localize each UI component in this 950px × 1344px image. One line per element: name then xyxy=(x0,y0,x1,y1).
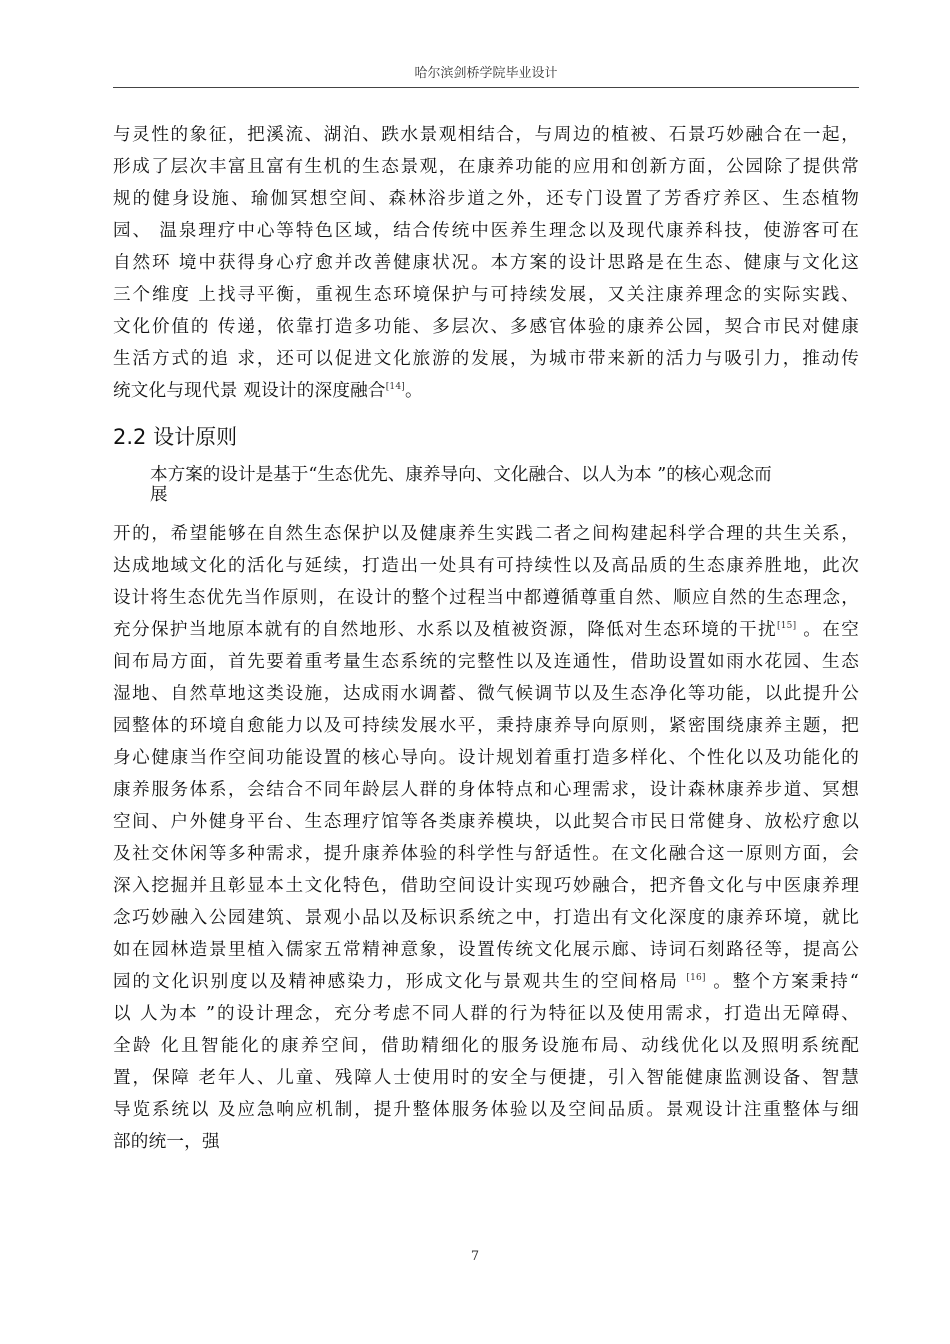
line-text: 充分保护当地原本就有的自然地形、水系以及植被资源，降低对生态环境的干扰 xyxy=(113,620,777,640)
line-text: 念巧妙融入公园建筑、景观小品以及标识系统之中，打造出有文化深度的康养环境，就比 xyxy=(113,908,859,928)
text-line xyxy=(113,1098,859,1122)
text-line xyxy=(113,906,859,930)
citation-14[interactable]: [14] xyxy=(385,382,405,392)
text-line xyxy=(113,746,859,770)
line-text: 设计将生态优先当作原则，在设计的整个过程当中都遵循尊重自然、顺应自然的生态理念， xyxy=(113,588,859,608)
section-heading: 2.2 设计原则 xyxy=(113,425,238,449)
line-text: 园的文化识别度以及精神感染力，形成文化与景观共生的空间格局 xyxy=(113,972,687,992)
text-line xyxy=(113,1066,859,1090)
text-line: 园、 温泉理疗中心等特色区域，结合传统中医养生理念以及现代康养科技，使游客可在 xyxy=(113,221,859,241)
text-line xyxy=(113,586,859,610)
line-text: 空间、户外健身平台、生态理疗馆等各类康养模块，以此契合市民日常健身、放松疗愈以 xyxy=(113,812,859,832)
text-line xyxy=(113,618,859,642)
text-line xyxy=(113,554,859,578)
text-line xyxy=(113,1130,859,1154)
page-number: 7 xyxy=(470,1249,480,1264)
text-line xyxy=(113,970,859,994)
text-line: 与灵性的象征，把溪流、湖泊、跌水景观相结合，与周边的植被、石景巧妙融合在一起， xyxy=(113,125,859,145)
line-text: 深入挖掘并且彰显本土文化特色，借助空间设计实现巧妙融合，把齐鲁文化与中医康养理 xyxy=(113,876,859,896)
text-line xyxy=(113,650,859,674)
header-rule xyxy=(113,87,859,88)
text-line xyxy=(113,842,859,866)
line-end: 。 xyxy=(404,381,423,401)
line-text-after: 。整个方案秉持“ xyxy=(705,972,859,992)
text-line: 规的健身设施、瑜伽冥想空间、森林浴步道之外，还专门设置了芳香疗养区、生态植物 xyxy=(113,189,859,209)
line-text: 间布局方面，首先要着重考量生态系统的完整性以及连通性，借助设置如雨水花园、生态 xyxy=(113,652,859,672)
line-text: 达成地域文化的活化与延续，打造出一处具有可持续性以及高品质的生态康养胜地，此次 xyxy=(113,556,859,576)
line-text: 导览系统以 及应急响应机制，提升整体服务体验以及空间品质。景观设计注重整体与细 xyxy=(113,1100,859,1120)
text-line xyxy=(113,938,859,962)
text-line: 自然环 境中获得身心疗愈并改善健康状况。本方案的设计思路是在生态、健康与文化这 xyxy=(113,253,859,273)
line-text: 全龄 化且智能化的康养空间，借助精细化的服务设施布局、动线优化以及照明系统配 xyxy=(113,1036,859,1056)
indented-wrap-line: 展 xyxy=(150,485,168,505)
text-line: 生活方式的追 求，还可以促进文化旅游的发展，为城市带来新的活力与吸引力，推动传 xyxy=(113,349,859,369)
line-text: 统文化与现代景 观设计的深度融合 xyxy=(113,381,386,401)
line-text: 园整体的环境自愈能力以及可持续发展水平，秉持康养导向原则，紧密围绕康养主题，把 xyxy=(113,716,859,736)
text-line xyxy=(113,1002,859,1026)
text-line xyxy=(113,682,859,706)
text-line xyxy=(113,379,859,403)
line-text: 湿地、自然草地这类设施，达成雨水调蓄、微气候调节以及生态净化等功能，以此提升公 xyxy=(113,684,859,704)
line-text: 及社交休闲等多种需求，提升康养体验的科学性与舒适性。在文化融合这一原则方面，会 xyxy=(113,844,859,864)
line-text-after: 。在空 xyxy=(796,620,859,640)
text-line: 三个维度 上找寻平衡，重视生态环境保护与可持续发展，又关注康养理念的实际实践、 xyxy=(113,285,859,305)
text-line xyxy=(113,522,859,546)
line-text: 如在园林造景里植入儒家五常精神意象，设置传统文化展示廊、诗词石刻路径等，提高公 xyxy=(113,940,859,960)
indented-first-line: 本方案的设计是基于“生态优先、康养导向、文化融合、以人为本 ”的核心观念而 xyxy=(150,465,772,485)
line-text: 开的，希望能够在自然生态保护以及健康养生实践二者之间构建起科学合理的共生关系， xyxy=(113,524,859,544)
text-line xyxy=(113,874,859,898)
text-line: 形成了层次丰富且富有生机的生态景观，在康养功能的应用和创新方面，公园除了提供常 xyxy=(113,157,859,177)
text-line: 文化价值的 传递，依靠打造多功能、多层次、多感官体验的康养公园，契合市民对健康 xyxy=(113,317,859,337)
line-text: 康养服务体系，会结合不同年龄层人群的身体特点和心理需求，设计森林康养步道、冥想 xyxy=(113,780,859,800)
citation[interactable]: [15] xyxy=(777,621,797,631)
line-text: 置，保障 老年人、儿童、残障人士使用时的安全与便捷，引入智能健康监测设备、智慧 xyxy=(113,1068,859,1088)
text-line xyxy=(113,810,859,834)
line-text: 部的统一，强 xyxy=(113,1132,220,1152)
line-text: 以 人为本 ”的设计理念，充分考虑不同人群的行为特征以及使用需求，打造出无障碍、 xyxy=(113,1004,859,1024)
text-line xyxy=(113,778,859,802)
text-line xyxy=(113,1034,859,1058)
text-line xyxy=(113,714,859,738)
citation[interactable]: [16] xyxy=(686,973,706,983)
line-text: 身心健康当作空间功能设置的核心导向。设计规划着重打造多样化、个性化以及功能化的 xyxy=(113,748,859,768)
page-header: 哈尔滨剑桥学院毕业设计 xyxy=(414,66,558,81)
